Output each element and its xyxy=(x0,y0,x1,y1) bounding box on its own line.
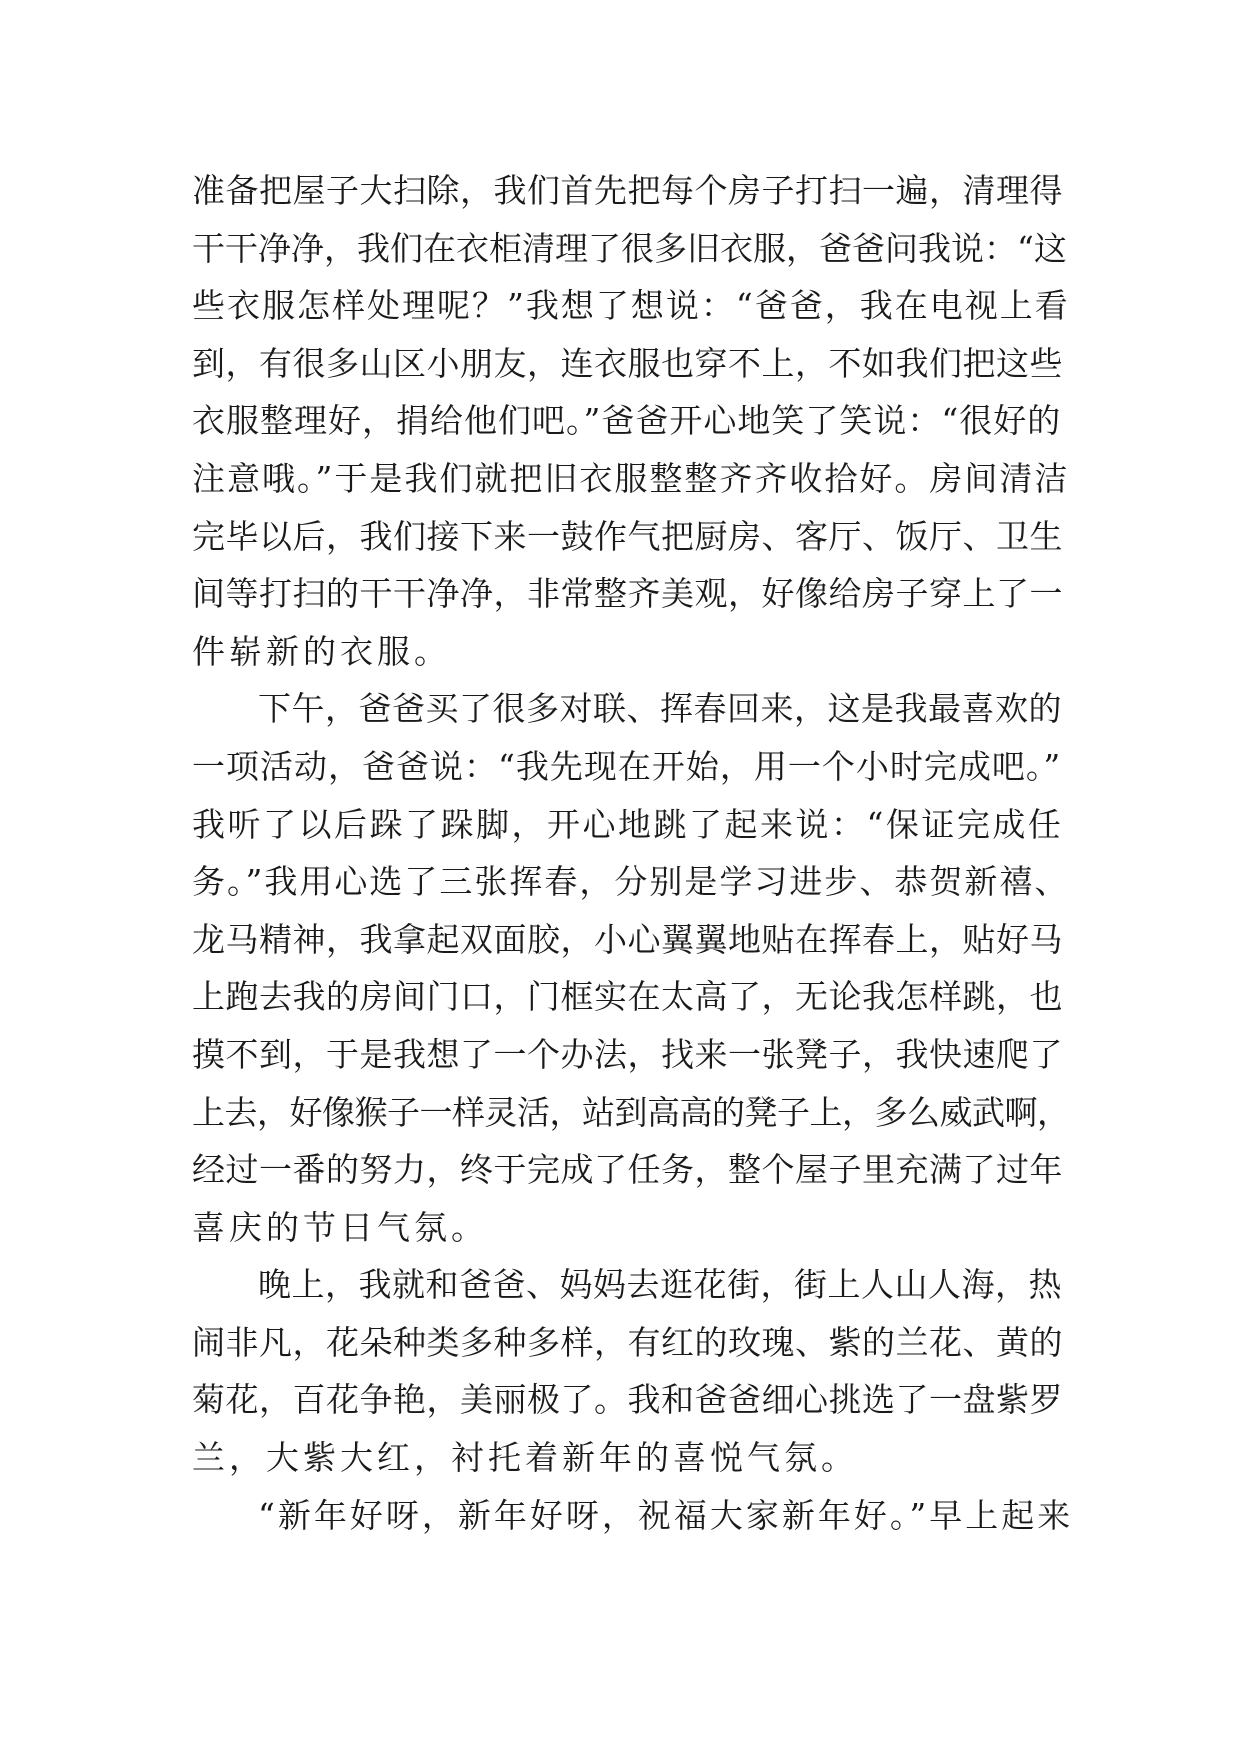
text-line: 上跑去我的房间门口，门框实在太高了，无论我怎样跳，也 xyxy=(192,977,1063,1017)
text-line: 摸不到，于是我想了一个办法，找来一张凳子，我快速爬了 xyxy=(192,1034,1063,1074)
text-line: 些衣服怎样处理呢？”我想了想说：“爸爸，我在电视上看 xyxy=(192,286,1070,326)
text-line: 务。”我用心选了三张挥春，分别是学习进步、恭贺新禧、 xyxy=(192,862,1070,902)
paragraph xyxy=(192,1256,1072,1486)
text-line: 干干净净，我们在衣柜清理了很多旧衣服，爸爸问我说：“这 xyxy=(192,228,1067,268)
paragraph xyxy=(192,1487,1072,1545)
text-line: 间等打扫的干干净净，非常整齐美观，好像给房子穿上了一 xyxy=(192,574,1063,614)
text-line: 下午，爸爸买了很多对联、挥春回来，这是我最喜欢的 xyxy=(258,689,1062,729)
text-line: 准备把屋子大扫除，我们首先把每个房子打扫一遍，清理得 xyxy=(192,171,1063,210)
text-line: 闹非凡，花朵种类多种多样，有红的玫瑰、紫的兰花、黄的 xyxy=(192,1322,1063,1362)
text-line: 龙马精神，我拿起双面胶，小心翼翼地贴在挥春上，贴好马 xyxy=(192,919,1063,959)
text-line: 注意哦。”于是我们就把旧衣服整整齐齐收拾好。房间清洁 xyxy=(192,458,1070,498)
text-line: 菊花，百花争艳，美丽极了。我和爸爸细心挑选了一盘紫罗 xyxy=(192,1380,1063,1420)
text-line: 喜庆的节日气氛。 xyxy=(192,1207,488,1247)
text-line: 完毕以后，我们接下来一鼓作气把厨房、客厅、饭厅、卫生 xyxy=(192,516,1063,556)
text-line: 到，有很多山区小朋友，连衣服也穿不上，不如我们把这些 xyxy=(192,343,1063,383)
paragraph xyxy=(192,680,1072,1256)
text-line: 上去，好像猴子一样灵活，站到高高的凳子上，多么威武啊， xyxy=(192,1092,1070,1132)
text-line: 我听了以后跺了跺脚，开心地跳了起来说：“保证完成任 xyxy=(192,804,1064,844)
text-line: 晚上，我就和爸爸、妈妈去逛花街，街上人山人海，热 xyxy=(258,1265,1062,1305)
text-line: 兰，大紫大红，衬托着新年的喜悦气氛。 xyxy=(192,1438,858,1478)
body-text xyxy=(192,162,1072,1544)
text-line: 经过一番的努力，终于完成了任务，整个屋子里充满了过年 xyxy=(192,1150,1063,1190)
paragraph xyxy=(192,162,1072,680)
text-line: “新年好呀，新年好呀，祝福大家新年好。”早上起来 xyxy=(258,1495,1074,1535)
text-line: 件崭新的衣服。 xyxy=(192,631,451,671)
text-line: 衣服整理好，捐给他们吧。”爸爸开心地笑了笑说：“很好的 xyxy=(192,401,1062,441)
text-line: 一项活动，爸爸说：“我先现在开始，用一个小时完成吧。” xyxy=(192,746,1062,786)
